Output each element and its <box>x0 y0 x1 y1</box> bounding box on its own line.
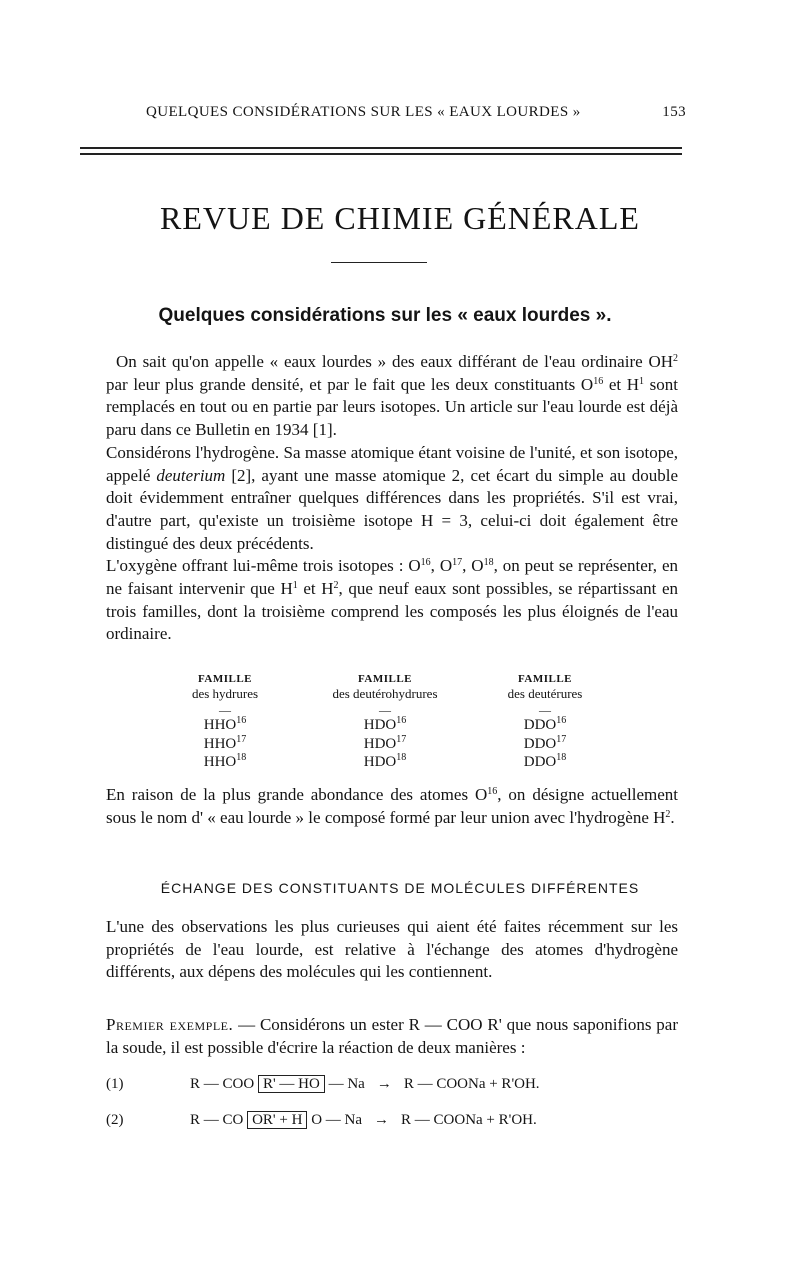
family-name: des hydrures <box>191 686 259 701</box>
paragraph-1 <box>106 351 678 442</box>
running-head <box>146 104 686 121</box>
family-dash: — <box>219 703 231 717</box>
text-run: sont remplacés en tout ou en partie par leurs isotopes. Un article sur l'eau lourde est déjà paru dans ce Bulletin en 1934 [1]. <box>106 374 679 440</box>
arrow-icon: → <box>374 1112 390 1128</box>
superscript: 16 <box>593 375 604 387</box>
text-run: , on peut se représenter, en ne faisant intervenir que H <box>106 556 679 599</box>
arrow-icon: → <box>376 1076 392 1092</box>
text-run: et H <box>603 374 640 394</box>
superscript: 18 <box>483 557 494 569</box>
article-subtitle: Quelques considérations sur les « eaux lourdes ». <box>158 305 612 326</box>
equation-body: R — COO R' — HO — Na → R — COONa + R'OH. <box>190 1076 540 1092</box>
superscript: 16 <box>420 557 431 569</box>
family-item: HHO$^{18}$ <box>203 752 247 770</box>
text-run: En raison de la plus grande abondance des atomes O <box>106 785 488 804</box>
family-column <box>310 673 460 772</box>
family-item: DDO$^{18}$ <box>523 752 567 770</box>
family-label: FAMILLE <box>197 673 253 685</box>
text-run: , O <box>462 556 484 576</box>
text-run: . <box>670 807 675 827</box>
superscript: 16 <box>487 786 498 797</box>
text-run: [2], ayant une masse atomique 2, cet écart du simple au double doit évidemment entraîner quelques différences dans les propriétés. S'il est vrai, d'autre part, qu'existe un troisième isotope H = 3, celui-ci doit également être distingué des deux précédents. <box>106 465 679 553</box>
family-dash: — <box>379 703 391 717</box>
family-label: FAMILLE <box>357 673 413 685</box>
title-divider <box>331 262 427 263</box>
paragraph-4 <box>106 784 678 829</box>
boxed-group: OR' + H <box>247 1111 307 1129</box>
text-run: Considérons l'hydrogène. Sa masse atomique étant voisine de l'unité, et son isotope, appelé <box>106 442 678 485</box>
family-name: des deutérohydrures <box>332 686 438 701</box>
text-run: par leur plus grande densité, et par le fait que les deux constituants O <box>106 374 594 394</box>
section-heading: ÉCHANGE DES CONSTITUANTS DE MOLÉCULES DIFFÉRENTES <box>160 880 640 896</box>
family-label: FAMILLE <box>517 673 573 685</box>
equation-label: (1) <box>106 1076 124 1092</box>
family-item: HDO$^{17}$ <box>363 733 407 752</box>
family-item: HDO$^{18}$ <box>363 752 407 770</box>
superscript: 1 <box>639 375 645 387</box>
paragraph-3 <box>106 555 678 646</box>
page-title: REVUE DE CHIMIE GÉNÉRALE <box>160 200 640 236</box>
equation-body: R — CO OR' + H O — Na → R — COONa + R'OH. <box>190 1112 537 1128</box>
example-label: Premier exemple. <box>106 1015 234 1034</box>
header-rule-bottom <box>80 153 682 155</box>
italic-term: deuterium <box>156 465 226 485</box>
family-dash: — <box>539 703 551 717</box>
family-column <box>470 673 620 772</box>
section-text <box>106 916 678 984</box>
family-item: DDO$^{16}$ <box>523 715 567 733</box>
text-run: , O <box>430 556 453 576</box>
text-run: L'oxygène offrant lui-même trois isotopes : O <box>106 556 421 576</box>
example-body: — Considérons un ester R — COO R' que nous saponifions par la soude, il est possible d'écrire la réaction de deux manières : <box>106 1015 678 1057</box>
family-name: des deutérures <box>507 686 583 701</box>
superscript: 17 <box>452 557 463 569</box>
boxed-group: R' — HO <box>258 1075 325 1093</box>
intro-text <box>106 351 678 646</box>
example-text <box>106 1014 678 1059</box>
paragraph-6 <box>106 1014 678 1059</box>
after-table-text <box>106 784 678 829</box>
family-item: HHO$^{17}$ <box>203 733 247 752</box>
paragraph-5: L'une des observations les plus curieuses qui aient été faites récemment sur les propriétés de l'eau lourde, est relative à l'échange des atomes d'hydrogène différents, aux dépens des molécules qui les contiennent. <box>106 917 678 982</box>
paragraph-2 <box>106 442 678 556</box>
superscript: 2 <box>673 353 678 364</box>
text-run: On sait qu'on appelle « eaux lourdes » des eaux différant de l'eau ordinaire OH <box>116 352 673 371</box>
superscript: 2 <box>665 808 671 820</box>
family-item: DDO$^{17}$ <box>523 733 567 752</box>
superscript: 1 <box>292 580 298 592</box>
equation-label: (2) <box>106 1112 124 1128</box>
family-column <box>150 673 300 772</box>
family-item: HHO$^{16}$ <box>203 715 247 733</box>
page-number: 153 <box>662 104 686 120</box>
text-run: , que neuf eaux sont possibles, se répartissant en trois familles, dont la troisième comprend les composés les plus éloignés de l'eau ordinaire. <box>106 579 679 644</box>
text-run: et H <box>297 579 334 599</box>
running-title: QUELQUES CONSIDÉRATIONS SUR LES « EAUX LOURDES » <box>146 104 581 120</box>
header-rule-top <box>80 147 682 149</box>
superscript: 2 <box>333 580 339 592</box>
family-item: HDO$^{16}$ <box>363 715 407 733</box>
text-run: , on désigne actuellement sous le nom d' « eau lourde » le composé formé par leur union avec l'hydrogène H <box>106 785 679 827</box>
